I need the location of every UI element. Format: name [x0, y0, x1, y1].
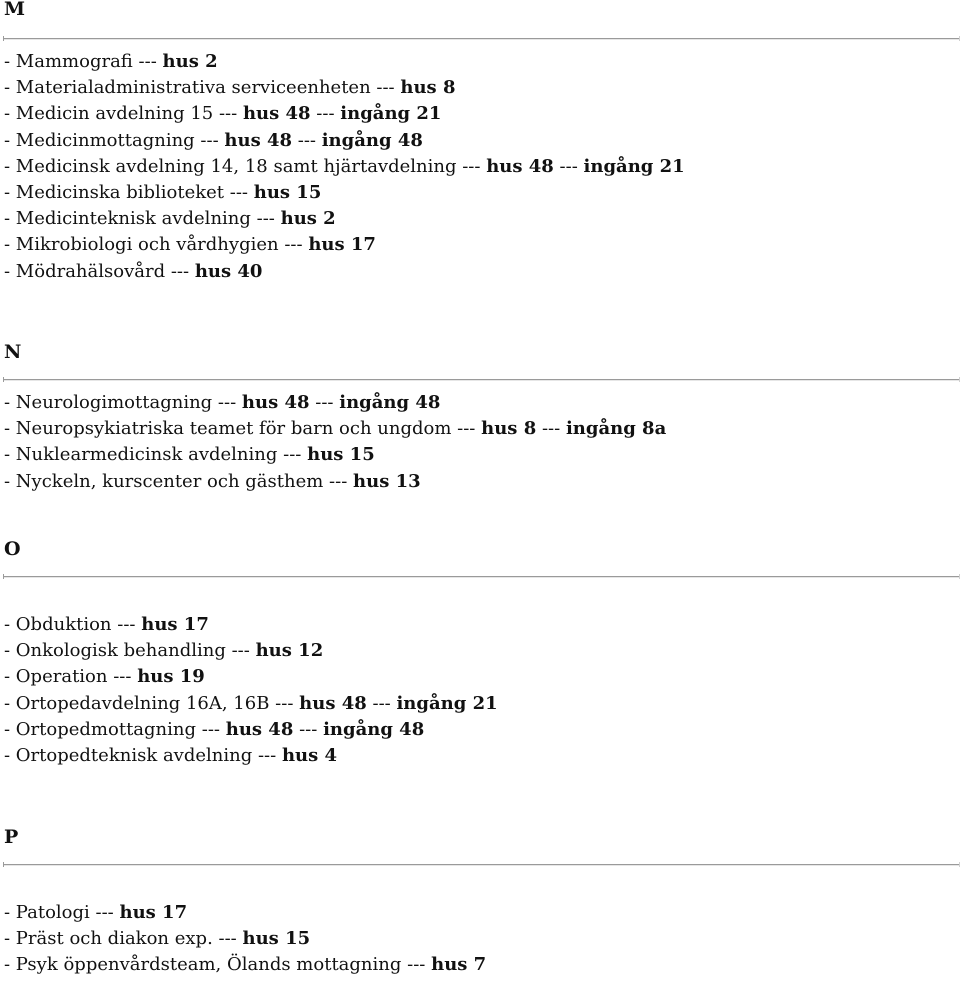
building-location: hus 48: [225, 718, 294, 740]
list-item: [4, 469, 666, 495]
department-name: - Neurologimottagning ---: [4, 392, 237, 413]
entrance-location: ingång 48: [323, 718, 425, 740]
building-location: hus 13: [353, 470, 421, 492]
list-item: [4, 259, 685, 285]
list-item: [4, 612, 498, 638]
department-name: - Onkologisk behandling ---: [4, 640, 250, 662]
building-location: hus 8: [481, 418, 537, 440]
list-item: [4, 154, 685, 180]
department-name: - Mammografi ---: [4, 51, 157, 72]
department-name: - Patologi ---: [4, 902, 114, 923]
list-item: [4, 232, 685, 258]
department-name: - Mikrobiologi och vårdhygien ---: [4, 234, 303, 256]
department-name: - Operation ---: [4, 666, 132, 688]
entry-list: [4, 49, 685, 285]
entry-list: [4, 612, 498, 769]
department-name: - Obduktion ---: [4, 614, 136, 635]
department-name: - Neuropsykiatriska teamet för barn och ungdom ---: [4, 418, 476, 440]
entrance-location: ingång 48: [339, 392, 441, 413]
list-item: [4, 952, 486, 978]
list-item: [4, 900, 486, 926]
building-location: hus 15: [307, 444, 375, 466]
section-letter: O: [4, 538, 21, 560]
separator: ---: [536, 418, 566, 440]
list-item: [4, 691, 498, 717]
department-name: - Mödrahälsovård ---: [4, 260, 190, 282]
section-letter: N: [4, 341, 22, 363]
building-location: hus 8: [400, 77, 456, 99]
building-location: hus 48: [299, 692, 367, 714]
building-location: hus 17: [141, 614, 209, 635]
separator: ---: [293, 718, 324, 740]
building-location: hus 17: [119, 902, 188, 923]
building-location: hus 7: [431, 954, 487, 976]
building-location: hus 17: [308, 234, 376, 256]
section-letter: M: [4, 0, 26, 20]
list-item: [4, 442, 666, 468]
department-name: - Medicin avdelning 15 ---: [4, 103, 238, 125]
building-location: hus 48: [242, 103, 311, 125]
building-location: hus 48: [486, 155, 554, 177]
department-name: - Materialadministrativa serviceenheten ---: [4, 77, 395, 99]
list-item: [4, 128, 685, 154]
list-item: [4, 101, 685, 127]
department-name: - Medicinteknisk avdelning ---: [4, 208, 275, 230]
department-name: - Ortopedmottagning ---: [4, 718, 220, 740]
department-name: - Medicinska biblioteket ---: [4, 182, 248, 204]
building-location: hus 15: [242, 928, 311, 950]
entrance-location: ingång 8a: [565, 418, 667, 440]
building-location: hus 4: [281, 745, 338, 767]
entrance-location: ingång 21: [340, 103, 442, 125]
department-name: - Nuklearmedicinsk avdelning ---: [4, 444, 302, 466]
building-location: hus 48: [224, 129, 293, 151]
entry-list: [4, 390, 666, 495]
department-name: - Medicinmottagning ---: [4, 129, 219, 151]
list-item: [4, 206, 685, 232]
list-item: [4, 49, 685, 75]
section-letter: P: [4, 826, 19, 848]
list-item: [4, 926, 486, 952]
department-name: - Ortopedteknisk avdelning ---: [4, 745, 277, 767]
section-divider: [4, 576, 960, 578]
list-item: [4, 664, 498, 690]
list-item: [4, 390, 666, 416]
list-item: [4, 638, 498, 664]
entrance-location: ingång 48: [321, 129, 423, 151]
building-location: hus 19: [137, 666, 205, 688]
section-divider: [4, 379, 960, 381]
building-location: hus 40: [194, 260, 263, 282]
separator: ---: [309, 392, 340, 413]
separator: ---: [553, 155, 584, 177]
building-location: hus 12: [255, 640, 324, 662]
section-divider: [4, 864, 960, 866]
list-item: [4, 75, 685, 101]
entrance-location: ingång 21: [396, 692, 498, 714]
list-item: [4, 180, 685, 206]
list-item: [4, 743, 498, 769]
section-divider: [4, 38, 960, 40]
separator: ---: [366, 692, 397, 714]
building-location: hus 48: [241, 392, 310, 413]
department-name: - Psyk öppenvårdsteam, Ölands mottagning ---: [4, 954, 426, 976]
list-item: [4, 717, 498, 743]
separator: ---: [310, 103, 341, 125]
list-item: [4, 416, 666, 442]
department-name: - Präst och diakon exp. ---: [4, 928, 237, 950]
entrance-location: ingång 21: [583, 155, 685, 177]
department-name: - Nyckeln, kurscenter och gästhem ---: [4, 470, 348, 492]
building-location: hus 15: [253, 182, 322, 204]
department-name: - Medicinsk avdelning 14, 18 samt hjärtavdelning ---: [4, 155, 481, 177]
building-location: hus 2: [162, 51, 218, 72]
entry-list: [4, 900, 486, 979]
building-location: hus 2: [280, 208, 336, 230]
separator: ---: [292, 129, 322, 151]
department-name: - Ortopedavdelning 16A, 16B ---: [4, 692, 294, 714]
